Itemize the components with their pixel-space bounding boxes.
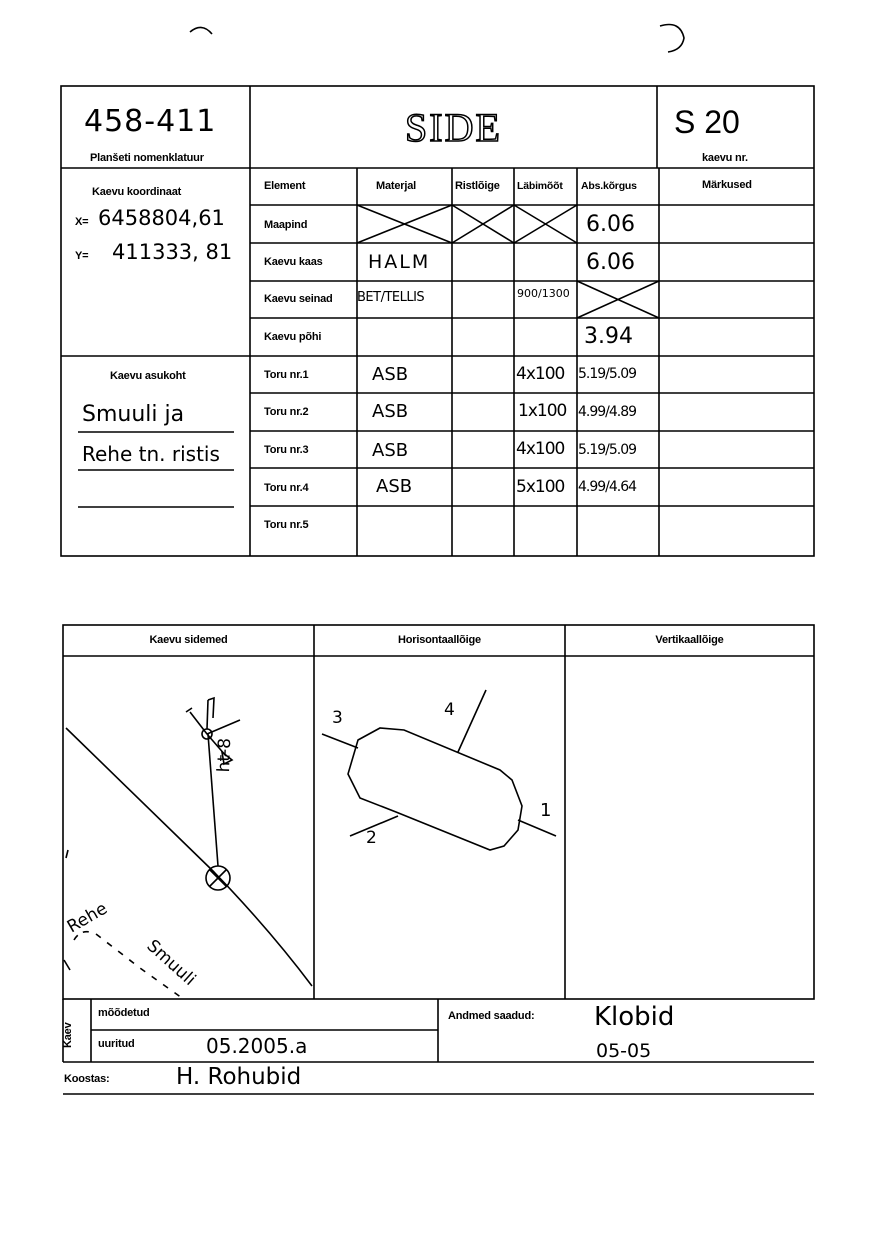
coordinates-label: Kaevu koordinaat (92, 186, 182, 198)
row-material: ASB (376, 476, 413, 497)
row-element: Toru nr.4 (264, 482, 309, 494)
sheet-label: Planšeti nomenklatuur (90, 152, 204, 164)
street-label-smuuli: Smuuli (142, 936, 200, 990)
row-diameter: 4x100 (516, 439, 565, 459)
row-element: Maapind (264, 219, 308, 231)
pipe-number-4: 4 (444, 700, 455, 720)
row-material: ASB (372, 440, 409, 461)
connections-label: Kaevu sidemed (149, 634, 228, 646)
header-cross-section: Ristlõige (455, 180, 500, 192)
row-material: ASB (372, 364, 409, 385)
row-element: Kaevu põhi (264, 331, 322, 343)
row-element: Toru nr.5 (264, 519, 309, 531)
row-height: 3.94 (584, 324, 633, 349)
row-material: ASB (372, 401, 409, 422)
vertical-section-label: Vertikaallõige (655, 634, 724, 646)
connections-sketch (64, 698, 312, 998)
row-element: Toru nr.3 (264, 444, 309, 456)
row-element: Kaevu kaas (264, 256, 323, 268)
row-diameter: 1x100 (518, 401, 567, 421)
row-height: 6.06 (586, 212, 635, 237)
row-element: Toru nr.1 (264, 369, 309, 381)
pipe-number-1: 1 (540, 800, 552, 821)
y-label: Y= (75, 250, 89, 262)
data-received-label: Andmed saadud: (448, 1010, 535, 1022)
data-received-value: Klobid (594, 1002, 675, 1032)
y-value: 411333, 81 (112, 240, 233, 264)
examined-value: 05.2005.a (206, 1034, 308, 1058)
compiled-label: Koostas: (64, 1073, 110, 1085)
data-received-date: 05-05 (596, 1040, 652, 1062)
cable-label: ht-8 (214, 737, 236, 773)
form-title: SIDE (405, 105, 502, 150)
horizontal-section-sketch (322, 690, 556, 850)
row-material: BET/TELLIS (357, 290, 425, 305)
header-abs-height: Abs.kõrgus (581, 180, 637, 192)
row-diameter: 5x100 (516, 477, 565, 497)
row-height: 5.19/5.09 (578, 366, 637, 382)
row-element: Kaevu seinad (264, 293, 333, 305)
row-height: 4.99/4.89 (578, 404, 637, 420)
street-label-rehe: Rehe (63, 898, 111, 938)
location-label: Kaevu asukoht (110, 370, 186, 382)
well-label: kaevu nr. (702, 152, 748, 164)
header-diameter: Läbimõõt (517, 180, 563, 192)
x-label: X= (75, 216, 89, 228)
row-diameter: 900/1300 (517, 287, 570, 300)
sheet-number: 458-411 (84, 104, 217, 139)
header-element: Element (264, 180, 306, 192)
header-remarks: Märkused (702, 179, 752, 191)
pipe-number-2: 2 (366, 828, 377, 848)
well-code: S 20 (674, 104, 740, 140)
well-footer-label: Kaev (62, 1022, 74, 1048)
row-height: 6.06 (586, 250, 635, 275)
compiled-value: H. Rohubid (176, 1064, 302, 1090)
row-height: 4.99/4.64 (578, 479, 637, 495)
location-line1: Smuuli ja (82, 402, 185, 427)
examined-label: uuritud (98, 1038, 135, 1050)
location-line2: Rehe tn. ristis (82, 442, 220, 466)
row-height: 5.19/5.09 (578, 442, 637, 458)
pipe-number-3: 3 (332, 708, 343, 728)
row-element: Toru nr.2 (264, 406, 309, 418)
horizontal-section-label: Horisontaallõige (398, 634, 481, 646)
row-material: HALM (368, 251, 431, 273)
header-material: Materjal (376, 180, 416, 192)
x-value: 6458804,61 (98, 206, 225, 230)
measured-label: mõõdetud (98, 1007, 150, 1019)
row-diameter: 4x100 (516, 364, 565, 384)
